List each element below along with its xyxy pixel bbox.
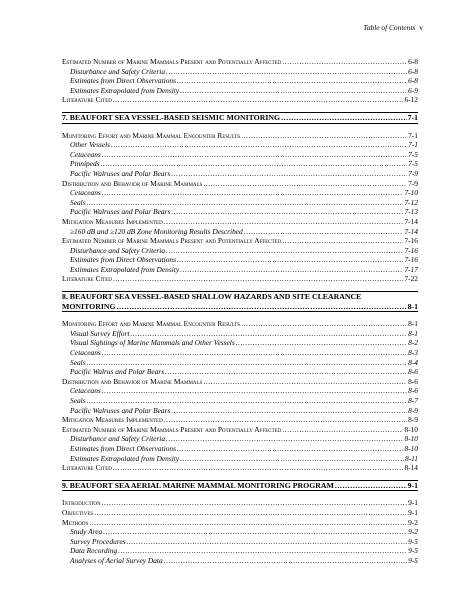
- toc-entry-page: 9-1: [408, 507, 418, 517]
- leader-dots: [165, 367, 407, 377]
- toc-entry-label: Mitigation Measures Implemented: [62, 415, 163, 425]
- leader-dots: [203, 179, 407, 189]
- toc-entry-page: 8-9: [408, 415, 418, 425]
- toc-entry-page: 8-10: [404, 434, 418, 444]
- toc-entry-label: Cetaceans: [70, 149, 101, 159]
- header-title: Table of Contents: [363, 23, 416, 32]
- toc-entry[interactable]: [62, 348, 418, 358]
- toc-entry-label: Pacific Walrus and Polar Bears: [70, 367, 165, 377]
- toc-entry[interactable]: [62, 188, 418, 198]
- toc-entry-label: Monitoring Effort and Marine Mammal Encounter Results: [62, 130, 241, 140]
- leader-dots: [126, 537, 407, 547]
- toc-entry-label: Pacific Walruses and Polar Bears: [70, 207, 171, 217]
- toc-entry-page: 8-2: [408, 338, 418, 348]
- toc-entry[interactable]: [62, 508, 418, 518]
- toc-entry-label: Seals: [70, 197, 86, 207]
- leader-dots: [177, 255, 403, 265]
- toc-entry-label: Cetaceans: [70, 348, 101, 358]
- toc-entry-page: 8-4: [408, 357, 418, 367]
- toc-entry-label: Visual Survey Effort: [70, 328, 130, 338]
- toc-entry[interactable]: [62, 358, 418, 368]
- toc-entry-label: Estimates from Direct Observations: [70, 255, 176, 265]
- toc-entry[interactable]: [62, 377, 418, 387]
- toc-entry[interactable]: [62, 246, 418, 256]
- toc-entry-page: 7-9: [408, 168, 418, 178]
- toc-entry[interactable]: [62, 159, 418, 169]
- toc-entry-page: 7-17: [404, 264, 418, 274]
- toc-entry[interactable]: [62, 537, 418, 547]
- toc-entry-label: Estimates from Direct Observations: [70, 443, 176, 453]
- toc-entry-page: 6-8: [408, 66, 418, 76]
- toc-entry-label: Estimates from Direct Observations: [70, 76, 176, 86]
- toc-entry-label: Disturbance and Safety Criteria: [70, 66, 166, 76]
- toc-entry-label: Cetaceans: [70, 188, 101, 198]
- toc-entry-page: 7-1: [408, 140, 418, 150]
- toc-entry-label: Pinnipeds: [70, 159, 100, 169]
- toc-entry[interactable]: [62, 498, 418, 508]
- toc-entry-page: 8-14: [404, 463, 418, 473]
- toc-entry[interactable]: [62, 255, 418, 265]
- toc-entry[interactable]: [62, 444, 418, 454]
- leader-dots: [180, 265, 403, 275]
- toc-entry[interactable]: [62, 86, 418, 96]
- toc-entry-page: 7-5: [408, 159, 418, 169]
- toc-entry[interactable]: [62, 265, 418, 275]
- leader-dots: [236, 338, 407, 348]
- toc-entry-label: Pacific Walruses and Polar Bears: [70, 405, 171, 415]
- toc-entry-page: 9-5: [408, 555, 418, 565]
- toc-entry-page: 7-14: [404, 216, 418, 226]
- toc-entry[interactable]: [62, 367, 418, 377]
- leader-dots: [177, 76, 407, 86]
- toc-entry[interactable]: [62, 546, 418, 556]
- toc-entry-label: Estimates Extrapolated from Density: [70, 264, 180, 274]
- leader-dots: [282, 236, 403, 246]
- running-header: [363, 23, 423, 32]
- leader-dots: [171, 169, 407, 179]
- toc-entry-page: 7-1: [408, 130, 418, 140]
- leader-dots: [180, 86, 407, 96]
- toc-entry[interactable]: [62, 556, 418, 566]
- toc-entry-page: 7-13: [404, 207, 418, 217]
- toc-entry-label: Seals: [70, 357, 86, 367]
- toc-entry[interactable]: [62, 217, 418, 227]
- toc-entry-label: Visual Sightings of Marine Mammals and Other Vessels: [70, 338, 235, 348]
- leader-dots: [87, 396, 408, 406]
- leader-dots: [130, 329, 407, 339]
- toc-entry-label: Pacific Walruses and Polar Bears: [70, 168, 171, 178]
- leader-dots: [241, 131, 407, 141]
- toc-entry[interactable]: [62, 140, 418, 150]
- toc-entry-label: Data Recording: [70, 546, 118, 556]
- toc-entry-page: 6-8: [408, 57, 418, 66]
- toc-entry[interactable]: [62, 329, 418, 339]
- toc-entry[interactable]: [62, 76, 418, 86]
- toc-entry[interactable]: [62, 169, 418, 179]
- toc-entry-page: 9-5: [408, 536, 418, 546]
- leader-dots: [87, 198, 404, 208]
- leader-dots: [118, 546, 407, 556]
- toc-entry-label: Disturbance and Safety Criteria: [70, 245, 166, 255]
- toc-entry-label: Monitoring Effort and Marine Mammal Encounter Results: [62, 319, 241, 329]
- toc-entry-page: 7-22: [404, 274, 418, 284]
- toc-entry[interactable]: [62, 95, 418, 105]
- leader-dots: [102, 348, 407, 358]
- toc-entry-page: 7-16: [404, 255, 418, 265]
- toc-entry-page: 6-8: [408, 76, 418, 86]
- toc-entry[interactable]: [62, 338, 418, 348]
- leader-dots: [166, 67, 407, 77]
- toc-entry[interactable]: [62, 319, 418, 329]
- leader-dots: [113, 463, 404, 473]
- toc-entry-page: 9-5: [408, 546, 418, 556]
- toc-entry[interactable]: [62, 425, 418, 435]
- toc-entry-page: 7-16: [404, 245, 418, 255]
- toc-entry-page: 9-2: [408, 527, 418, 537]
- leader-dots: [87, 358, 408, 368]
- chapter-7-heading[interactable]: 7. BEAUFORT SEA VESSEL-BASED SEISMIC MONITORING ..... 7-1: [62, 113, 418, 123]
- toc-entry[interactable]: [62, 454, 418, 464]
- section-8-entries: [62, 319, 418, 473]
- toc-entry[interactable]: [62, 67, 418, 77]
- toc-entry[interactable]: [62, 227, 418, 237]
- toc-entry-label: Cetaceans: [70, 386, 101, 396]
- toc-entry-page: 8-7: [408, 396, 418, 405]
- toc-entry-page: 7-12: [404, 197, 418, 207]
- toc-entry-label: Estimated Number of Marine Mammals Present and Potentially Affected: [62, 57, 282, 66]
- toc-entry[interactable]: [62, 198, 418, 208]
- table-of-contents: [62, 57, 418, 566]
- chapter-9-heading[interactable]: 9. BEAUFORT SEA AERIAL MARINE MAMMAL MONITORING PROGRAM ..... 9-1: [62, 481, 418, 491]
- toc-entry-label: Distribution and Behavior of Marine Mammals: [62, 178, 203, 188]
- leader-dots: [89, 518, 407, 528]
- toc-entry[interactable]: [62, 386, 418, 396]
- toc-entry-label: Other Vessels: [70, 140, 111, 150]
- toc-entry-page: 8-11: [405, 453, 418, 463]
- toc-entry-page: 7-5: [408, 149, 418, 159]
- toc-entry-label: Literature Cited: [62, 463, 112, 473]
- toc-entry[interactable]: [62, 131, 418, 141]
- toc-entry-label: Estimated Number of Marine Mammals Present and Potentially Affected: [62, 236, 282, 246]
- toc-entry[interactable]: [62, 406, 418, 416]
- header-page-number: v: [419, 23, 423, 32]
- toc-entry[interactable]: [62, 236, 418, 246]
- leader-dots: [101, 159, 408, 169]
- toc-entry-page: 7-10: [404, 188, 418, 198]
- toc-entry-label: Study Area: [70, 527, 103, 537]
- toc-entry-page: 8-3: [408, 348, 418, 358]
- toc-entry[interactable]: [62, 434, 418, 444]
- leader-dots: [102, 386, 407, 396]
- toc-entry-label: Survey Procedures: [70, 536, 126, 546]
- toc-entry-label: Disturbance and Safety Criteria: [70, 434, 166, 444]
- toc-entry-label: Literature Cited: [62, 274, 112, 284]
- toc-entry[interactable]: [62, 207, 418, 217]
- toc-entry[interactable]: [62, 274, 418, 284]
- leader-dots: [180, 454, 404, 464]
- leader-dots: [102, 150, 407, 160]
- toc-entry-label: Estimated Number of Marine Mammals Present and Potentially Affected: [62, 424, 282, 434]
- chapter-8-heading[interactable]: 8. BEAUFORT SEA VESSEL-BASED SHALLOW HAZARDS AND SITE CLEARANCE MONITORING ..... 8-1: [62, 292, 418, 311]
- toc-entry-label: Analyses of Aerial Survey Data: [70, 555, 163, 565]
- toc-entry-page: 8-6: [408, 386, 418, 396]
- toc-entry-page: 8-6: [408, 376, 418, 386]
- toc-entry[interactable]: [62, 415, 418, 425]
- toc-entry-page: 9-1: [408, 498, 418, 508]
- toc-entry-page: 8-1: [408, 319, 418, 329]
- toc-entry-label: ≥160 dB and ≥120 dB Zone Monitoring Results Described: [70, 226, 243, 236]
- leader-dots: [203, 377, 407, 387]
- toc-entry-page: 7-16: [404, 236, 418, 246]
- toc-entry-page: 9-2: [408, 517, 418, 527]
- toc-entry-page: 7-14: [404, 226, 418, 236]
- toc-entry-page: 8-6: [408, 367, 418, 377]
- toc-entry-page: 6-9: [408, 85, 418, 95]
- leader-dots: [171, 207, 403, 217]
- toc-entry-page: 8-1: [408, 328, 418, 338]
- leader-dots: [113, 95, 404, 105]
- toc-entry-page: 8-10: [404, 424, 418, 434]
- toc-entry-label: Seals: [70, 396, 86, 405]
- toc-entry-page: 6-12: [404, 95, 418, 105]
- leader-dots: [103, 527, 407, 537]
- leader-dots: [166, 434, 403, 444]
- section-7-entries: [62, 131, 418, 285]
- toc-entry-label: Literature Cited: [62, 95, 112, 105]
- leader-dots: [177, 444, 403, 454]
- toc-entry[interactable]: [62, 150, 418, 160]
- leader-dots: [113, 274, 404, 284]
- section-9-entries: [62, 498, 418, 565]
- leader-dots: [241, 319, 407, 329]
- leader-dots: [102, 188, 404, 198]
- toc-entry-label: Objectives: [62, 507, 94, 517]
- toc-entry[interactable]: [62, 396, 418, 406]
- toc-entry[interactable]: [62, 57, 418, 67]
- toc-entry-page: 7-9: [408, 178, 418, 188]
- leader-dots: [171, 406, 407, 416]
- toc-entry-label: Estimates Extrapolated from Density: [70, 453, 180, 463]
- leader-dots: [244, 227, 404, 237]
- toc-entry-label: Mitigation Measures Implemented: [62, 216, 163, 226]
- leader-dots: [111, 140, 407, 150]
- toc-entry-label: Introduction: [62, 498, 101, 508]
- leader-dots: [166, 246, 403, 256]
- toc-entry[interactable]: [62, 463, 418, 473]
- toc-entry-label: Methods: [62, 517, 89, 527]
- leader-dots: [94, 508, 407, 518]
- toc-entry-page: 8-9: [408, 405, 418, 415]
- leader-dots: [282, 57, 407, 67]
- leader-dots: [164, 415, 407, 425]
- toc-entry[interactable]: [62, 179, 418, 189]
- toc-entry-label: Estimates Extrapolated from Density: [70, 85, 180, 95]
- leader-dots: [164, 556, 408, 566]
- leader-dots: [282, 425, 403, 435]
- leader-dots: [102, 498, 408, 508]
- toc-entry-label: Distribution and Behavior of Marine Mammals: [62, 376, 203, 386]
- toc-entry[interactable]: [62, 518, 418, 528]
- section-6-entries: [62, 57, 418, 105]
- leader-dots: [164, 217, 404, 227]
- toc-entry-page: 8-10: [404, 443, 418, 453]
- toc-entry[interactable]: [62, 527, 418, 537]
